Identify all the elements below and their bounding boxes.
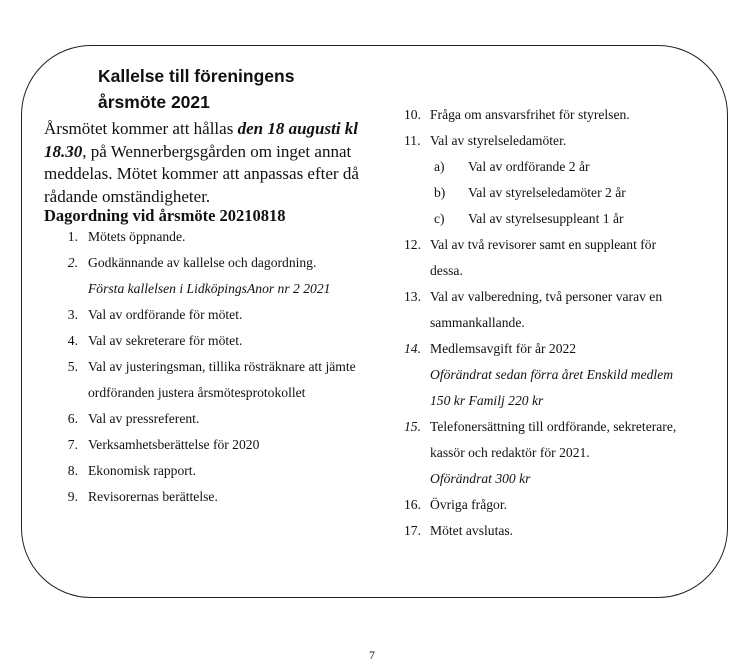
agenda-heading: Dagordning vid årsmöte 20210818	[44, 206, 286, 225]
intro-paragraph	[44, 118, 374, 208]
agenda-list-right	[404, 102, 676, 544]
item-text: Val av valberedning, två personer varav en	[430, 289, 663, 304]
item-number: 5.	[67, 359, 78, 374]
item-number: 12.	[404, 237, 421, 252]
subitem-letter: a)	[434, 159, 445, 174]
item-number: 17.	[404, 523, 421, 538]
agenda-item-16	[404, 492, 676, 518]
item-text: Val av två revisorer samt en suppleant för	[430, 237, 657, 252]
subitem-letter: b)	[434, 185, 446, 200]
item-note: Oförändrat 300 kr	[430, 471, 531, 486]
agenda-item-1	[60, 224, 373, 250]
item-note: 150 kr Familj 220 kr	[430, 393, 544, 408]
item-text: Val av justeringsman, tillika rösträknare att jämte ordföranden justera årsmötesprotokollet	[88, 359, 356, 400]
agenda-list-left	[60, 224, 373, 510]
item-number: 15.	[404, 419, 421, 434]
agenda-subitem-b	[404, 180, 676, 206]
item-note: Första kallelsen i LidköpingsAnor nr 2 2021	[88, 281, 331, 296]
agenda-item-12	[404, 232, 676, 284]
agenda-item-5	[60, 354, 373, 406]
item-text: Val av pressreferent.	[88, 411, 200, 426]
item-text: Telefonersättning till ordförande, sekreterare,	[430, 419, 677, 434]
item-number: 4.	[67, 333, 78, 348]
item-number: 6.	[67, 411, 78, 426]
subitem-text: Val av styrelsesuppleant 1 år	[468, 211, 624, 226]
item-text: Mötets öppnande.	[88, 229, 186, 244]
item-number: 2.	[67, 255, 78, 270]
subitem-text: Val av ordförande 2 år	[468, 159, 590, 174]
item-text: Val av ordförande för mötet.	[88, 307, 243, 322]
agenda-item-9	[60, 484, 373, 510]
agenda-subitem-c	[404, 206, 676, 232]
item-text: Revisorernas berättelse.	[88, 489, 218, 504]
agenda-item-7	[60, 432, 373, 458]
title-line-2: årsmöte 2021	[98, 92, 210, 112]
item-number: 8.	[67, 463, 78, 478]
item-number: 13.	[404, 289, 421, 304]
agenda-item-6	[60, 406, 373, 432]
item-text: Ekonomisk rapport.	[88, 463, 196, 478]
intro-date: den 18 augusti kl 18.30	[44, 119, 359, 161]
item-number: 14.	[404, 341, 421, 356]
agenda-item-3	[60, 302, 373, 328]
agenda-item-8	[60, 458, 373, 484]
item-number: 10.	[404, 107, 421, 122]
item-number: 9.	[67, 489, 78, 504]
agenda-subitem-a	[404, 154, 676, 180]
title-line-1: Kallelse till föreningens	[98, 66, 295, 86]
document-title	[98, 63, 294, 115]
agenda-item-4	[60, 328, 373, 354]
intro-part-2: , på Wennerbergsgården om inget annat meddelas. Mötet kommer att anpassas efter då rådande omständigheter.	[44, 141, 359, 206]
page-number: 7	[369, 648, 375, 662]
item-text: Val av sekreterare för mötet.	[88, 333, 243, 348]
item-text-continued: kassör och redaktör för 2021.	[430, 445, 590, 460]
item-text: Mötet avslutas.	[430, 523, 514, 538]
item-text: Övriga frågor.	[430, 497, 508, 512]
item-text: Val av styrelseledamöter.	[430, 133, 567, 148]
item-text: Verksamhetsberättelse för 2020	[88, 437, 260, 452]
agenda-item-17	[404, 518, 676, 544]
item-number: 11.	[404, 133, 421, 148]
agenda-item-15	[404, 414, 676, 492]
item-text: Godkännande av kallelse och dagordning.	[88, 255, 317, 270]
agenda-item-10	[404, 102, 676, 128]
item-text-continued: dessa.	[430, 263, 463, 278]
agenda-item-14	[404, 336, 676, 414]
subitem-text: Val av styrelseledamöter 2 år	[468, 185, 626, 200]
agenda-item-2	[60, 250, 373, 302]
item-number: 3.	[67, 307, 78, 322]
agenda-item-11	[404, 128, 676, 154]
item-number: 7.	[67, 437, 78, 452]
item-text: Fråga om ansvarsfrihet för styrelsen.	[430, 107, 630, 122]
subitem-letter: c)	[434, 211, 445, 226]
item-text: Medlemsavgift för år 2022	[430, 341, 577, 356]
item-note: Oförändrat sedan förra året Enskild medlem	[430, 367, 674, 382]
item-number: 16.	[404, 497, 421, 512]
agenda-item-13	[404, 284, 676, 336]
item-text-continued: sammankallande.	[430, 315, 525, 330]
intro-part-1: Årsmötet kommer att hållas	[44, 119, 238, 138]
item-number: 1.	[67, 229, 78, 244]
